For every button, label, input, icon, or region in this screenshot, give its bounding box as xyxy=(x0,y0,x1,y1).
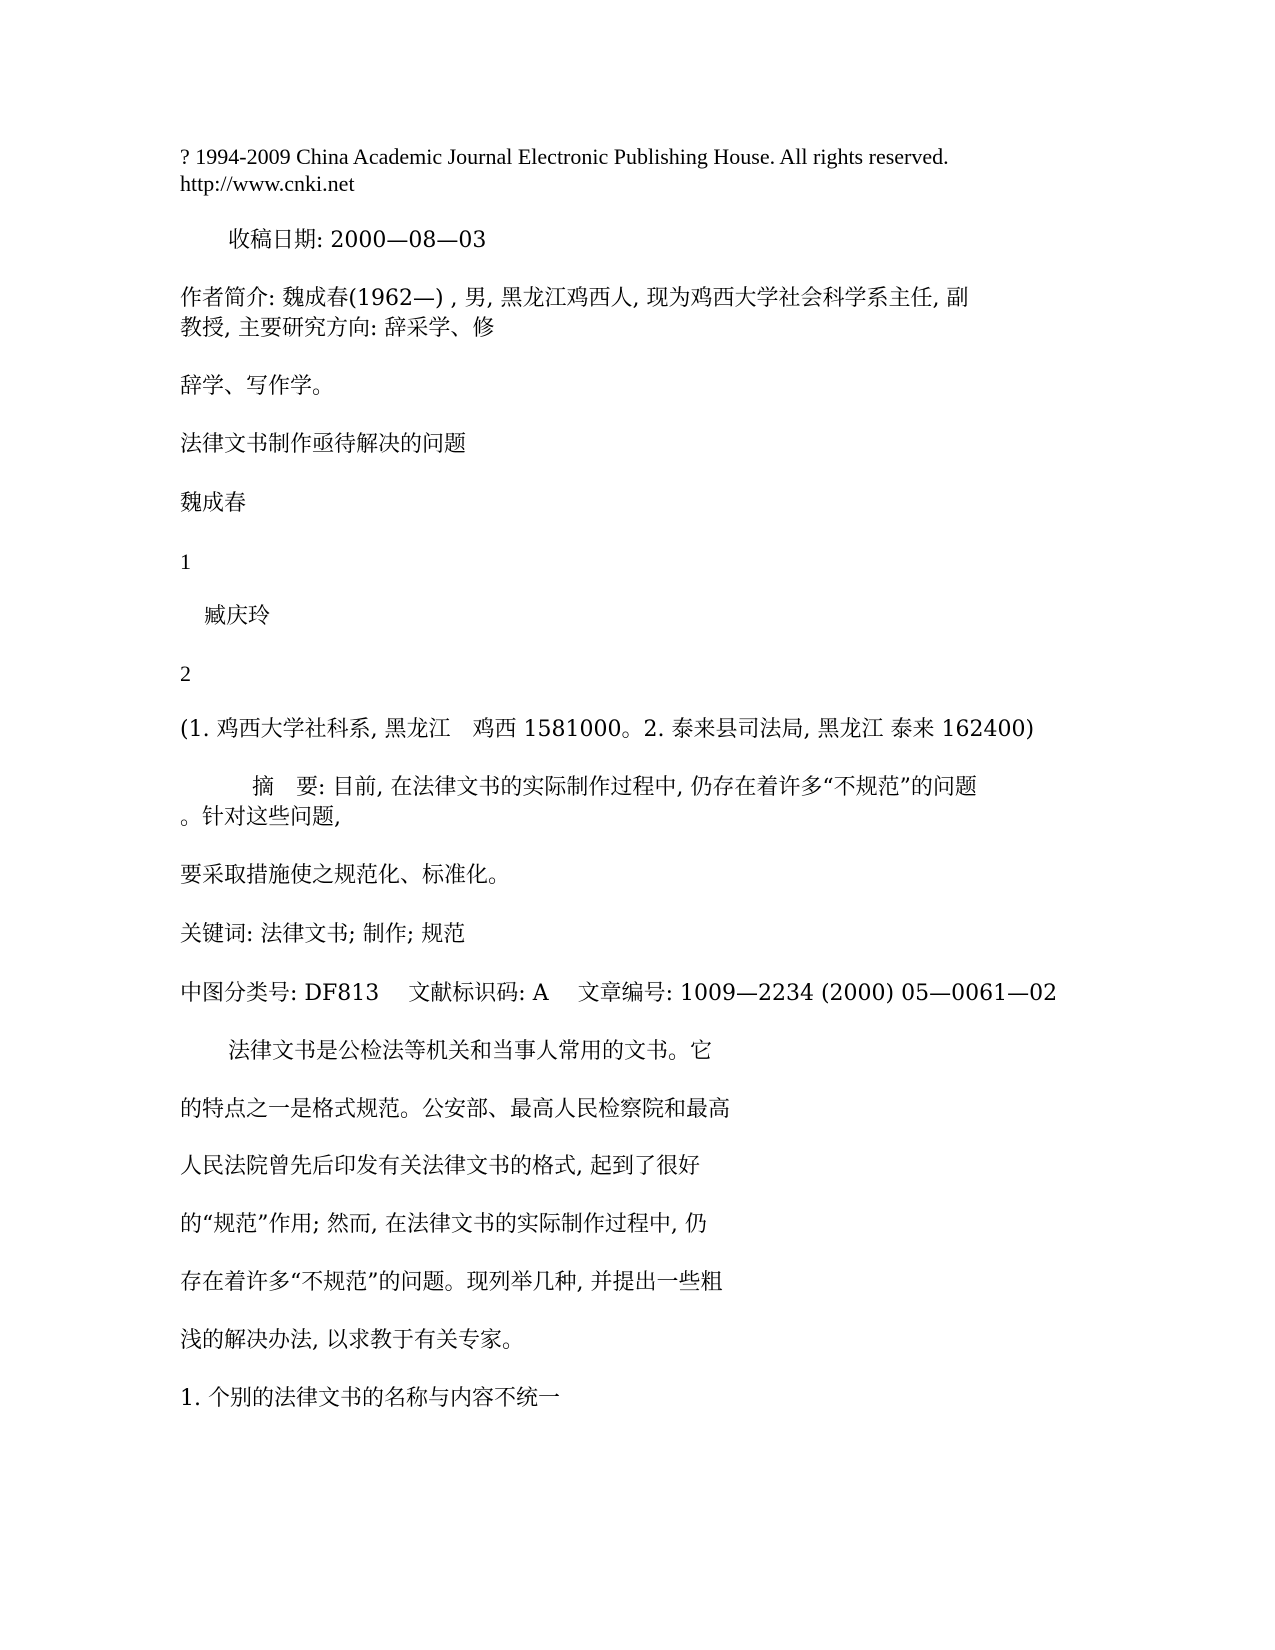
body-line-5: 存在着许多“不规范”的问题。现列举几种, 并提出一些粗 xyxy=(180,1270,723,1295)
affiliations: (1. 鸡西大学社科系, 黑龙江 鸡西 1581000。2. 泰来县司法局, 黑龙江 泰来 162400) xyxy=(180,717,1035,742)
article-title: 法律文书制作亟待解决的问题 xyxy=(180,432,467,457)
abstract-line-2: 。针对这些问题, xyxy=(180,805,341,830)
keywords: 关键词: 法律文书; 制作; 规范 xyxy=(180,922,466,947)
author-1-marker: 1 xyxy=(180,549,191,574)
author-2-name: 臧庆玲 xyxy=(204,604,271,629)
section-heading: 1. 个别的法律文书的名称与内容不统一 xyxy=(180,1386,560,1411)
body-line-6: 浅的解决办法, 以求教于有关专家。 xyxy=(180,1328,524,1353)
body-line-2: 的特点之一是格式规范。公安部、最高人民检察院和最高 xyxy=(180,1097,731,1122)
body-line-3: 人民法院曾先后印发有关法律文书的格式, 起到了很好 xyxy=(180,1154,700,1179)
author-1-name: 魏成春 xyxy=(180,491,247,516)
body-line-1: 法律文书是公检法等机关和当事人常用的文书。它 xyxy=(228,1039,713,1064)
author-2-marker: 2 xyxy=(180,661,191,686)
abstract-line-3: 要采取措施使之规范化、标准化。 xyxy=(180,863,511,888)
author-bio-line-1: 作者简介: 魏成春(1962—) , 男, 黑龙江鸡西人, 现为鸡西大学社会科学系主任, 副 xyxy=(180,286,969,311)
received-date: 收稿日期: 2000—08—03 xyxy=(228,228,487,253)
author-bio-line-3: 辞学、写作学。 xyxy=(180,374,335,399)
body-line-4: 的“规范”作用; 然而, 在法律文书的实际制作过程中, 仍 xyxy=(180,1212,707,1237)
source-url[interactable]: http://www.cnki.net xyxy=(180,171,355,196)
copyright-line: ? 1994-2009 China Academic Journal Electronic Publishing House. All rights reserved. xyxy=(180,144,949,169)
classification-info: 中图分类号: DF813 文献标识码: A 文章编号: 1009—2234 (2000) 05—0061—02 xyxy=(180,981,1058,1006)
abstract-line-1: 摘 要: 目前, 在法律文书的实际制作过程中, 仍存在着许多“不规范”的问题 xyxy=(252,775,977,800)
author-bio-line-2: 教授, 主要研究方向: 辞采学、修 xyxy=(180,316,495,341)
